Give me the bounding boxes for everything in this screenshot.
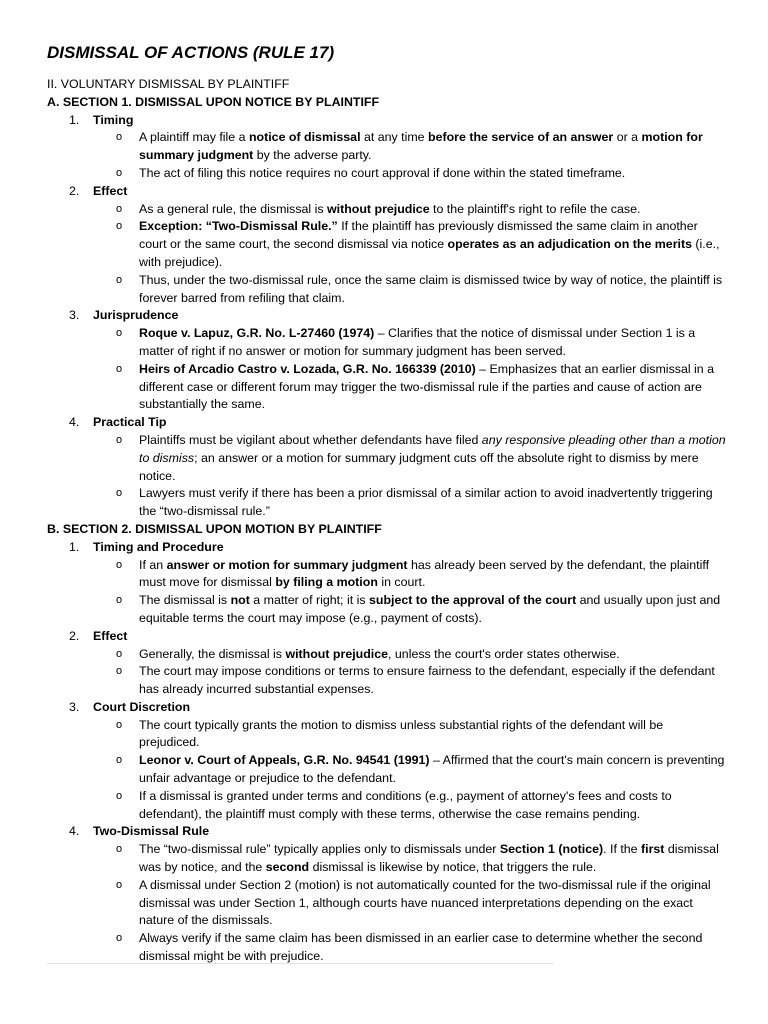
item-number: 2.	[69, 183, 80, 198]
page-divider	[47, 963, 554, 964]
bullet-item	[93, 877, 727, 930]
text-run: Always verify if the same claim has been dismissed in an earlier case to determine whether the second dismissal might be with prejudice.	[139, 931, 703, 964]
section-heading: A. SECTION 1. DISMISSAL UPON NOTICE BY PLAINTIFF	[47, 94, 380, 109]
bullet-marker: o	[116, 754, 123, 767]
bullet-marker: o	[116, 131, 123, 144]
bullet-list	[93, 325, 727, 414]
bullet-item	[93, 218, 727, 271]
text-run: Thus, under the two-dismissal rule, once the same claim is dismissed twice by way of notice, the plaintiff is forever barred from refiling that claim.	[139, 272, 723, 305]
bullet-marker: o	[116, 647, 123, 660]
bullet-marker: o	[116, 220, 123, 233]
item-number: 1.	[69, 112, 80, 127]
text-run: – Affirmed that the court's main concern is preventing unfair advantage or prejudice to the defendant.	[139, 753, 725, 786]
text-run: at any time	[360, 130, 429, 145]
item-title: Practical Tip	[93, 415, 167, 430]
bullet-item	[93, 752, 727, 788]
bullet-item	[93, 930, 727, 966]
sections-container	[47, 94, 727, 966]
numbered-item	[47, 699, 727, 824]
text-run: The dismissal is	[139, 593, 231, 608]
numbered-item	[47, 112, 727, 183]
text-run: If an	[139, 557, 167, 572]
bold-text: motion for summary judgment	[139, 130, 703, 163]
text-run: As a general rule, the dismissal is	[139, 201, 328, 216]
text-run: has already been served by the defendant, the plaintiff must move for dismissal	[139, 557, 710, 590]
item-number: 2.	[69, 628, 80, 643]
bold-text: Leonor v. Court of Appeals, G.R. No. 94541 (1991)	[139, 753, 430, 768]
text-run: The court may impose conditions or terms to ensure fairness to the defendant, especially if the defendant has already incurred substantial expenses.	[139, 664, 715, 697]
item-title: Timing	[93, 112, 134, 127]
text-run: If a dismissal is granted under terms and conditions (e.g., payment of attorney's fees and costs to defendant), the plaintiff must comply with these terms, otherwise the case remains pending.	[139, 788, 672, 821]
item-title: Jurisprudence	[93, 308, 179, 323]
bullet-list	[93, 841, 727, 966]
text-run: and usually upon just and equitable terms the court may impose (e.g., payment of costs).	[139, 593, 721, 625]
text-run: The “two-dismissal rule” typically applies only to dismissals under	[139, 842, 500, 857]
bold-text: Exception: “Two-Dismissal Rule.”	[139, 219, 338, 234]
numbered-item	[47, 628, 727, 699]
bullet-marker: o	[116, 362, 123, 375]
bullet-list	[93, 201, 727, 308]
bullet-marker: o	[116, 202, 123, 215]
bold-text: without prejudice	[327, 201, 430, 216]
item-number: 3.	[69, 699, 80, 714]
text-run: dismissal is likewise by notice, that triggers the rule.	[309, 860, 597, 875]
item-title: Court Discretion	[93, 699, 191, 714]
bold-text: not	[230, 593, 250, 608]
bullet-marker: o	[116, 789, 123, 802]
text-run: to the plaintiff's right to refile the case.	[429, 201, 641, 216]
bullet-item	[93, 663, 727, 699]
bullet-item	[93, 361, 727, 414]
bullet-marker: o	[116, 433, 123, 446]
bullet-item	[93, 325, 727, 361]
text-run: A dismissal under Section 2 (motion) is not automatically counted for the two-dismissal rule if the original dismissal was under Section 1, although courts have nuanced interpretations depending on the exact nature of the dismissals.	[139, 877, 711, 928]
bullet-marker: o	[116, 932, 123, 945]
bullet-list	[93, 129, 727, 182]
text-run: in court.	[377, 575, 426, 590]
bullet-item	[93, 272, 727, 308]
bullet-marker: o	[116, 327, 123, 340]
bold-text: first	[641, 842, 665, 857]
bullet-item	[93, 646, 727, 664]
bullet-marker: o	[116, 594, 123, 607]
text-run: , unless the court's order states otherwise.	[388, 646, 620, 661]
italic-text: any responsive pleading other than a motion to dismiss	[139, 432, 726, 465]
text-run: Plaintiffs must be vigilant about whether defendants have filed	[139, 432, 482, 447]
bullet-list	[93, 432, 727, 521]
bold-text: without prejudice	[285, 646, 389, 661]
numbered-item	[47, 823, 727, 965]
text-run: (i.e., with prejudice).	[139, 237, 720, 269]
bold-text: answer or motion for summary judgment	[166, 557, 408, 572]
text-run: Generally, the dismissal is	[139, 646, 286, 661]
item-number: 3.	[69, 308, 80, 323]
bullet-item	[93, 557, 727, 593]
text-run: Lawyers must verify if there has been a prior dismissal of a similar action to avoid inadvertently triggering the “two-dismissal rule.”	[139, 486, 713, 519]
item-title: Timing and Procedure	[93, 539, 224, 554]
text-run: – Clarifies that the notice of dismissal under Section 1 is a matter of right if no answer or motion for summary judgment has been served.	[139, 326, 696, 358]
bullet-list	[93, 557, 727, 628]
bold-text: Roque v. Lapuz, G.R. No. L-27460 (1974)	[139, 326, 375, 341]
bullet-list	[93, 717, 727, 824]
bullet-item	[93, 841, 727, 877]
item-title: Effect	[93, 628, 128, 643]
section-heading: B. SECTION 2. DISMISSAL UPON MOTION BY PLAINTIFF	[47, 521, 382, 536]
bullet-marker: o	[116, 273, 123, 286]
bold-text: Heirs of Arcadio Castro v. Lozada, G.R. No. 166339 (2010)	[139, 361, 476, 376]
text-run: ; an answer or a motion for summary judgment cuts off the absolute right to dismiss by mere notice.	[139, 450, 699, 483]
numbered-item	[47, 539, 727, 628]
bullet-item	[93, 592, 727, 628]
text-run: a matter of right; it is	[249, 593, 369, 608]
text-run: The act of filing this notice requires no court approval if done within the stated timeframe.	[139, 165, 626, 180]
bullet-item	[93, 432, 727, 485]
numbered-list	[47, 112, 727, 521]
document-title: DISMISSAL OF ACTIONS (RULE 17)	[47, 43, 335, 62]
bullet-marker: o	[116, 558, 123, 571]
bullet-item	[93, 129, 727, 165]
bold-text: operates as an adjudication on the merits	[447, 237, 692, 252]
bold-text: before the service of an answer	[428, 130, 614, 145]
bullet-item	[93, 201, 727, 219]
bullet-marker: o	[116, 665, 123, 678]
bullet-marker: o	[116, 843, 123, 856]
bullet-marker: o	[116, 718, 123, 731]
numbered-item	[47, 307, 727, 414]
item-title: Effect	[93, 183, 128, 198]
text-run: The court typically grants the motion to dismiss unless substantial rights of the defendant will be prejudiced.	[139, 717, 664, 750]
bold-text: second	[265, 860, 310, 875]
bullet-list	[93, 646, 727, 699]
bullet-marker: o	[116, 487, 123, 500]
text-run: by the adverse party.	[253, 148, 372, 163]
numbered-item	[47, 183, 727, 308]
text-run: . If the	[603, 842, 642, 857]
bullet-item	[93, 788, 727, 824]
bold-text: subject to the approval of the court	[368, 593, 577, 608]
item-number: 1.	[69, 539, 80, 554]
bullet-marker: o	[116, 166, 123, 179]
item-number: 4.	[69, 824, 80, 839]
text-run: If the plaintiff has previously dismissed the same claim in another court or the same court, the second dismissal via notice	[139, 219, 698, 252]
numbered-list	[47, 539, 727, 966]
text-run: or a	[613, 130, 642, 145]
item-number: 4.	[69, 415, 80, 430]
document-body	[47, 76, 727, 966]
part-heading: II. VOLUNTARY DISMISSAL BY PLAINTIFF	[47, 77, 290, 91]
text-run: dismissal was by notice, and the	[139, 842, 719, 875]
bold-text: Section 1 (notice)	[499, 842, 604, 857]
item-title: Two-Dismissal Rule	[93, 824, 210, 839]
bullet-item	[93, 485, 727, 521]
bold-text: notice of dismissal	[248, 130, 361, 145]
numbered-item	[47, 414, 727, 521]
bullet-item	[93, 165, 727, 183]
bullet-item	[93, 717, 727, 753]
text-run: A plaintiff may file a	[139, 130, 249, 145]
bullet-marker: o	[116, 878, 123, 891]
bold-text: by filing a motion	[275, 575, 378, 590]
text-run: – Emphasizes that an earlier dismissal in a different case or different forum may trigger the two-dismissal rule if the parties and cause of action are substantially the same.	[139, 361, 715, 412]
